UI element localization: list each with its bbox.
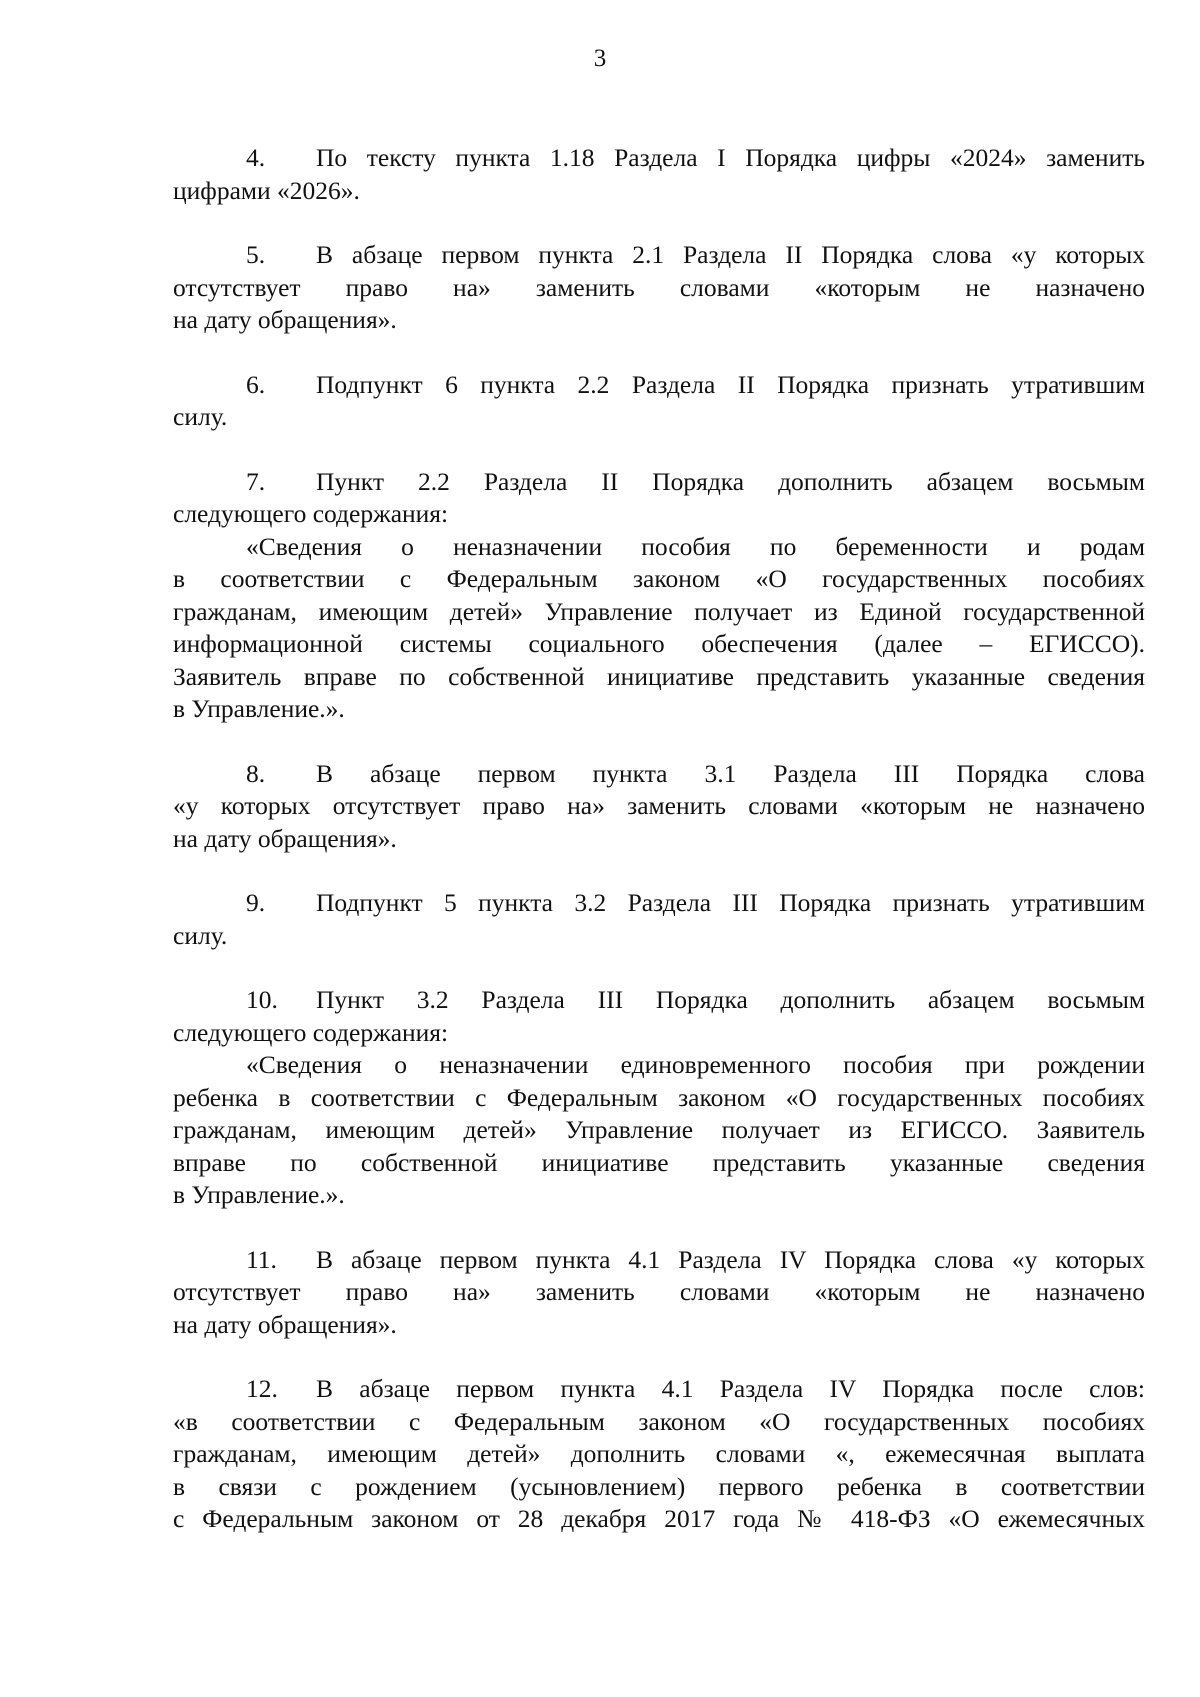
item-text-line: отсутствует право на» заменить словами «которым не назначено bbox=[173, 1277, 1145, 1306]
item-first-line bbox=[173, 1373, 1145, 1406]
item-first-line bbox=[173, 466, 1145, 499]
item-text: По тексту пункта 1.18 Раздела I Порядка цифры «2024» заменить bbox=[316, 143, 1145, 172]
amendment-item bbox=[173, 984, 1145, 1212]
item-text-line: на дату обращения». bbox=[173, 823, 397, 853]
item-text-line: цифрами «2026». bbox=[173, 175, 360, 205]
amendment-item bbox=[173, 887, 1145, 952]
item-text: В абзаце первом пункта 2.1 Раздела II Порядка слова «у которых bbox=[316, 240, 1145, 269]
item-text: Подпункт 5 пункта 3.2 Раздела III Порядка признать утратившим bbox=[316, 888, 1145, 917]
quoted-text-line: гражданам, имеющим детей» Управление получает из ЕГИССО. Заявитель bbox=[173, 1115, 1145, 1144]
amendment-item bbox=[173, 369, 1145, 434]
document-body bbox=[173, 142, 1145, 1568]
quoted-text-line: Заявитель вправе по собственной инициативе представить указанные сведения bbox=[173, 661, 1145, 691]
item-number: 6. bbox=[246, 369, 266, 399]
item-text-line: в связи с рождением (усыновлением) первого ребенка в соответствии bbox=[173, 1471, 1145, 1501]
quoted-text-line: гражданам, имеющим детей» Управление получает из Единой государственной bbox=[173, 596, 1145, 626]
item-first-line bbox=[173, 369, 1145, 402]
item-text-line: следующего содержания: bbox=[173, 499, 449, 528]
item-text: В абзаце первом пункта 4.1 Раздела IV Порядка после слов: bbox=[316, 1374, 1145, 1403]
item-text-line: «в соответствии с Федеральным законом «О государственных пособиях bbox=[173, 1406, 1145, 1436]
amendment-item bbox=[173, 1373, 1145, 1536]
item-text: В абзаце первом пункта 3.1 Раздела III Порядка слова bbox=[316, 758, 1145, 788]
item-number: 7. bbox=[246, 466, 266, 496]
item-text-line: с Федеральным законом от 28 декабря 2017 года № 418-ФЗ «О ежемесячных bbox=[173, 1504, 1145, 1533]
item-number: 10. bbox=[246, 985, 278, 1014]
item-first-line bbox=[173, 887, 1145, 920]
page-number: 3 bbox=[593, 45, 607, 72]
item-first-line bbox=[173, 758, 1145, 791]
item-first-line bbox=[173, 1244, 1145, 1277]
item-first-line bbox=[173, 142, 1145, 175]
item-number: 5. bbox=[246, 240, 266, 269]
quoted-text-line: в Управление.». bbox=[173, 694, 345, 723]
item-text: В абзаце первом пункта 4.1 Раздела IV Порядка слова «у которых bbox=[316, 1244, 1145, 1274]
item-text: Подпункт 6 пункта 2.2 Раздела II Порядка признать утратившим bbox=[316, 369, 1145, 399]
amendment-item bbox=[173, 239, 1145, 337]
amendment-item bbox=[173, 142, 1145, 207]
quoted-text-line: ребенка в соответствии с Федеральным законом «О государственных пособиях bbox=[173, 1082, 1145, 1112]
item-text-line: гражданам, имеющим детей» дополнить словами «, ежемесячная выплата bbox=[173, 1439, 1145, 1468]
item-text-line: силу. bbox=[173, 920, 228, 950]
quoted-text-line: информационной системы социального обеспечения (далее – ЕГИССО). bbox=[173, 629, 1145, 658]
item-text-line: отсутствует право на» заменить словами «которым не назначено bbox=[173, 272, 1145, 302]
amendment-item bbox=[173, 1244, 1145, 1342]
item-text-line: силу. bbox=[173, 402, 228, 431]
item-number: 4. bbox=[246, 143, 266, 172]
quoted-text-line: «Сведения о неназначении единовременного пособия при рождении bbox=[246, 1050, 1145, 1079]
quoted-text-line: вправе по собственной инициативе представить указанные сведения bbox=[173, 1147, 1145, 1177]
item-text-line: на дату обращения». bbox=[173, 305, 397, 334]
item-text: Пункт 3.2 Раздела III Порядка дополнить абзацем восьмым bbox=[316, 985, 1145, 1014]
item-number: 8. bbox=[246, 758, 266, 788]
item-number: 11. bbox=[246, 1244, 277, 1274]
item-first-line bbox=[173, 984, 1145, 1017]
amendment-item bbox=[173, 466, 1145, 726]
quoted-text-line: «Сведения о неназначении пособия по беременности и родам bbox=[246, 531, 1145, 561]
item-first-line bbox=[173, 239, 1145, 272]
item-number: 9. bbox=[246, 888, 266, 917]
item-text-line: следующего содержания: bbox=[173, 1017, 449, 1047]
item-text: Пункт 2.2 Раздела II Порядка дополнить абзацем восьмым bbox=[316, 466, 1145, 496]
item-text-line: на дату обращения». bbox=[173, 1309, 397, 1339]
quoted-text-line: в Управление.». bbox=[173, 1180, 345, 1209]
item-number: 12. bbox=[246, 1374, 278, 1403]
amendment-item bbox=[173, 758, 1145, 856]
item-text-line: «у которых отсутствует право на» заменить словами «которым не назначено bbox=[173, 791, 1145, 820]
quoted-text-line: в соответствии с Федеральным законом «О государственных пособиях bbox=[173, 564, 1145, 593]
